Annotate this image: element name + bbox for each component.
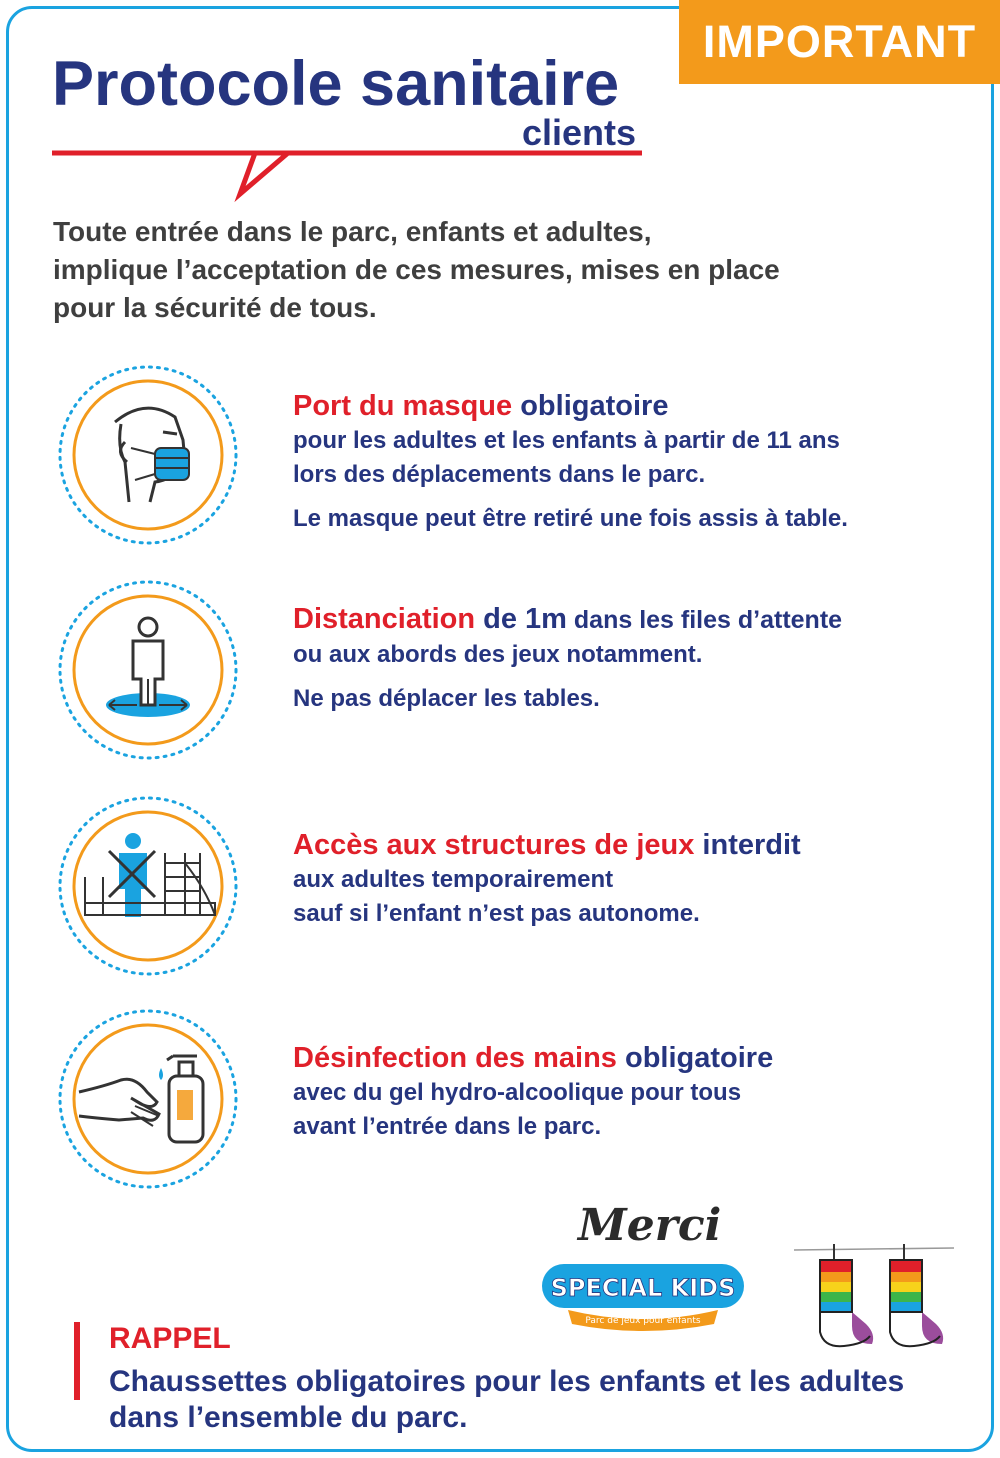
socks-icon [794, 1240, 954, 1355]
rule-heading-blue: interdit [694, 829, 801, 861]
rule-heading [293, 1040, 773, 1076]
rule-heading-red: Désinfection des mains [293, 1042, 617, 1074]
rule-line: sauf si l’enfant n’est pas autonome. [293, 900, 700, 927]
rule-heading [293, 827, 801, 863]
speech-bubble-underline [50, 146, 650, 206]
rule-heading-blue: obligatoire [616, 1042, 774, 1074]
intro-line: Toute entrée dans le parc, enfants et adultes, [53, 216, 652, 247]
rule-line: avec du gel hydro-alcoolique pour tous [293, 1079, 742, 1106]
rule-line: lors des déplacements dans le parc. [293, 461, 706, 488]
logo-name: SPECIAL KIDS [550, 1274, 736, 1302]
hand-sanitizer-icon [55, 1006, 241, 1192]
rule-line: aux adultes temporairement [293, 866, 614, 893]
rule-heading [293, 601, 842, 638]
rappel-text [109, 1364, 999, 1436]
rule-heading-red: Port du masque [293, 390, 513, 422]
rule-heading-red: Distanciation [293, 603, 476, 635]
merci-text: Merci [578, 1200, 722, 1251]
rule-line: pour les adultes et les enfants à partir de 11 ans [293, 427, 840, 454]
rule-line: avant l’entrée dans le parc. [293, 1113, 602, 1140]
rappel-title: RAPPEL [109, 1322, 231, 1355]
rule-text [293, 1040, 773, 1144]
rule-heading-tail: dans les files d’attente [566, 606, 843, 634]
playground-forbidden-icon [55, 793, 241, 979]
rule-text [293, 388, 848, 536]
rule-extra: Le masque peut être retiré une fois assis à table. [293, 505, 848, 532]
rule-heading-blue: obligatoire [512, 390, 669, 422]
distancing-person-icon [55, 577, 241, 763]
special-kids-logo [538, 1258, 748, 1332]
important-badge: IMPORTANT [679, 0, 1000, 84]
rule-heading [293, 388, 848, 424]
intro-line: implique l’acceptation de ces mesures, mises en place [53, 254, 780, 285]
page-subtitle: clients [521, 112, 636, 153]
rule-text [293, 827, 801, 931]
rappel-accent-bar [74, 1322, 80, 1400]
rappel-line: Chaussettes obligatoires pour les enfants et les adultes [109, 1365, 905, 1398]
rule-text [293, 601, 842, 716]
page-title: Protocole sanitaire [52, 49, 620, 119]
rule-heading-red: Accès aux structures de jeux [293, 829, 695, 861]
rappel-line: dans l’ensemble du parc. [109, 1401, 468, 1434]
rule-heading-blue: de 1m [475, 603, 567, 635]
intro-line: pour la sécurité de tous. [53, 292, 377, 323]
logo-tagline: Parc de jeux pour enfants [585, 1316, 701, 1326]
rule-line: ou aux abords des jeux notamment. [293, 641, 703, 668]
intro-text [53, 213, 953, 327]
rule-extra: Ne pas déplacer les tables. [293, 685, 600, 712]
mask-face-icon [55, 362, 241, 548]
